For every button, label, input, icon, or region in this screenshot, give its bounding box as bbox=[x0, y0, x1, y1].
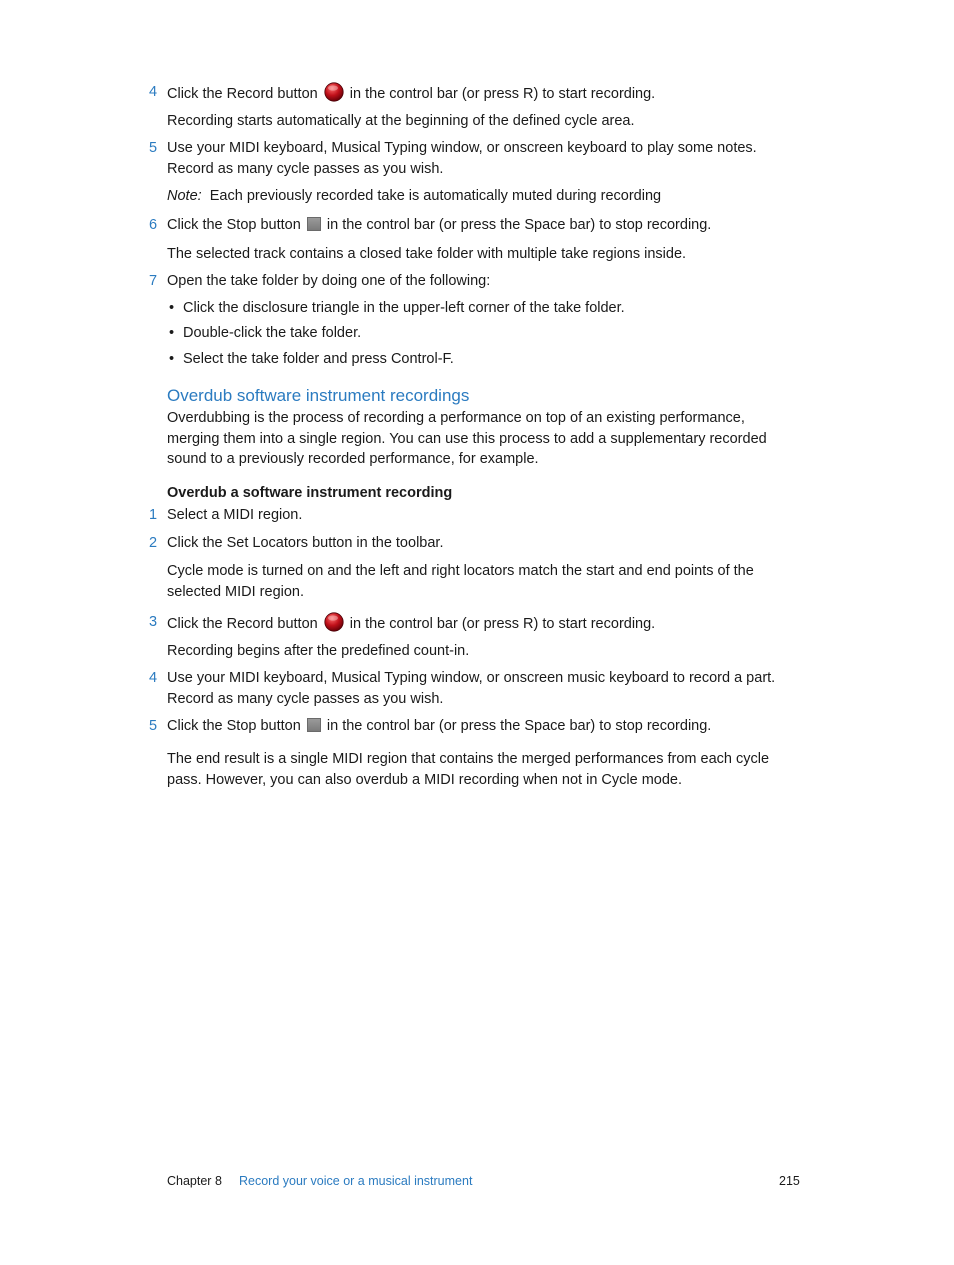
step-number: 5 bbox=[149, 140, 158, 156]
bullet-item: Click the disclosure triangle in the upper-left corner of the take folder. bbox=[183, 300, 625, 316]
closing-paragraph: The end result is a single MIDI region that contains the merged performances from each cycle bbox=[167, 751, 770, 767]
step-number: 6 bbox=[149, 217, 158, 233]
step-number: 3 bbox=[149, 614, 158, 630]
section-intro: merging them into a single region. You can use this process to add a supplementary recorded bbox=[167, 431, 767, 447]
step-text bbox=[167, 82, 655, 105]
step-result: selected MIDI region. bbox=[167, 584, 305, 600]
step-text: Open the take folder by doing one of the following: bbox=[167, 273, 491, 289]
section-heading: Overdub software instrument recordings bbox=[167, 386, 470, 405]
step-number: 7 bbox=[149, 273, 158, 289]
section-intro: sound to a previously recorded performance, for example. bbox=[167, 451, 539, 467]
bullet-item: Select the take folder and press Control-F. bbox=[183, 351, 454, 367]
step-text-pre: Click the Stop button bbox=[167, 718, 301, 734]
footer-chapter: Chapter 8 bbox=[167, 1174, 222, 1188]
stop-button-icon bbox=[307, 217, 321, 231]
bullet-marker: • bbox=[169, 300, 175, 316]
closing-paragraph: pass. However, you can also overdub a MIDI recording when not in Cycle mode. bbox=[167, 772, 683, 788]
bullet-marker: • bbox=[169, 325, 175, 341]
bullet-marker: • bbox=[169, 351, 175, 367]
record-button-icon bbox=[324, 612, 344, 632]
step-text-post: in the control bar (or press the Space bar) to stop recording. bbox=[326, 718, 712, 734]
step-text: Record as many cycle passes as you wish. bbox=[167, 161, 444, 177]
step-result: Recording begins after the predefined count-in. bbox=[167, 643, 470, 659]
step-number: 4 bbox=[149, 670, 158, 686]
step-text: Use your MIDI keyboard, Musical Typing window, or onscreen music keyboard to record a part. bbox=[167, 670, 776, 686]
step-result: Cycle mode is turned on and the left and right locators match the start and end points of the bbox=[167, 563, 754, 579]
step-text: Use your MIDI keyboard, Musical Typing window, or onscreen keyboard to play some notes. bbox=[167, 140, 757, 156]
step-number: 1 bbox=[149, 507, 158, 523]
step-text-pre: Click the Stop button bbox=[167, 217, 301, 233]
step-number: 2 bbox=[149, 535, 158, 551]
step-number: 4 bbox=[149, 84, 158, 100]
step-text-pre: Click the Record button bbox=[167, 86, 318, 102]
stop-button-icon bbox=[307, 718, 321, 732]
step-text-post: in the control bar (or press R) to start recording. bbox=[349, 86, 656, 102]
page-number: 215 bbox=[779, 1174, 800, 1188]
step-result: Recording starts automatically at the beginning of the defined cycle area. bbox=[167, 113, 635, 129]
note-label: Note: bbox=[167, 188, 202, 204]
step-text bbox=[167, 716, 711, 737]
step-result: The selected track contains a closed take folder with multiple take regions inside. bbox=[167, 246, 687, 262]
step-text bbox=[167, 215, 711, 236]
step-text-post: in the control bar (or press R) to start recording. bbox=[349, 616, 656, 632]
bullet-item: Double-click the take folder. bbox=[183, 325, 362, 341]
step-text: Select a MIDI region. bbox=[167, 507, 303, 523]
step-text bbox=[167, 612, 655, 635]
step-text-pre: Click the Record button bbox=[167, 616, 318, 632]
note bbox=[167, 186, 661, 207]
step-text-post: in the control bar (or press the Space bar) to stop recording. bbox=[326, 217, 712, 233]
record-button-icon bbox=[324, 82, 344, 102]
footer-chapter-link[interactable]: Record your voice or a musical instrument bbox=[239, 1174, 473, 1188]
note-text: Each previously recorded take is automatically muted during recording bbox=[209, 188, 662, 204]
step-text: Click the Set Locators button in the toolbar. bbox=[167, 535, 444, 551]
section-intro: Overdubbing is the process of recording a performance on top of an existing performance, bbox=[167, 410, 745, 426]
task-title: Overdub a software instrument recording bbox=[167, 485, 453, 501]
step-text: Record as many cycle passes as you wish. bbox=[167, 691, 444, 707]
step-number: 5 bbox=[149, 718, 158, 734]
